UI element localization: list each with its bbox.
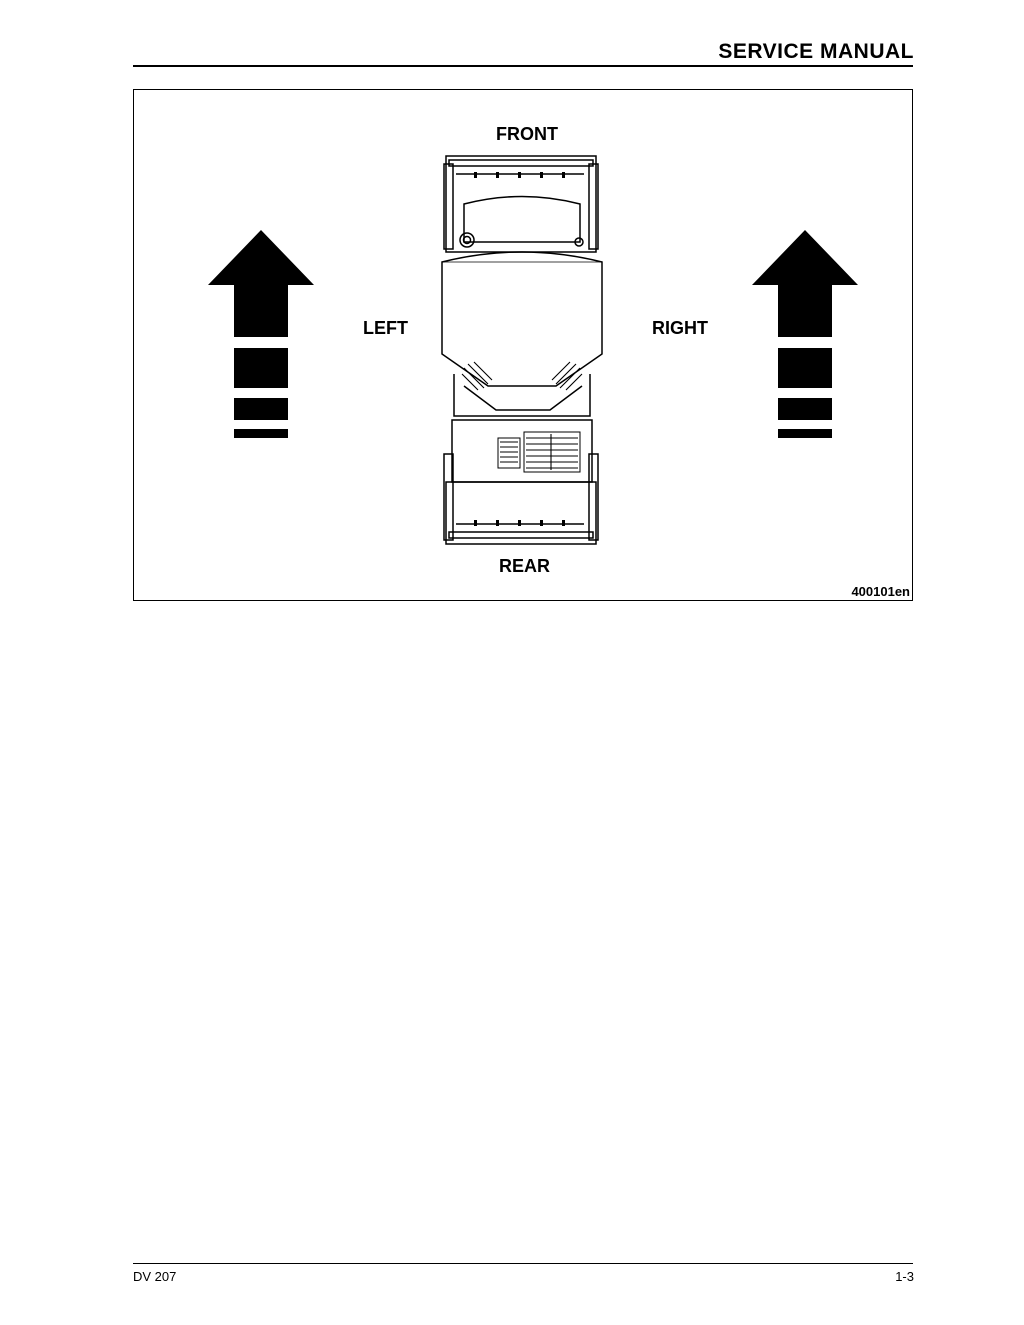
label-front: FRONT [496, 124, 558, 144]
machine-top-view-icon [434, 154, 614, 549]
direction-arrow-up-icon [206, 230, 316, 440]
orientation-figure [133, 89, 913, 601]
footer-divider [133, 1263, 913, 1264]
footer-page-number: 1-3 [895, 1269, 914, 1284]
header-divider [133, 65, 913, 67]
figure-id: 400101en [851, 584, 910, 599]
label-rear: REAR [499, 556, 551, 576]
direction-arrow-up-icon [750, 230, 860, 440]
footer-model: DV 207 [133, 1269, 177, 1284]
page-title: SERVICE MANUAL [718, 40, 914, 63]
label-right: RIGHT [652, 318, 708, 338]
label-left: LEFT [363, 318, 408, 338]
